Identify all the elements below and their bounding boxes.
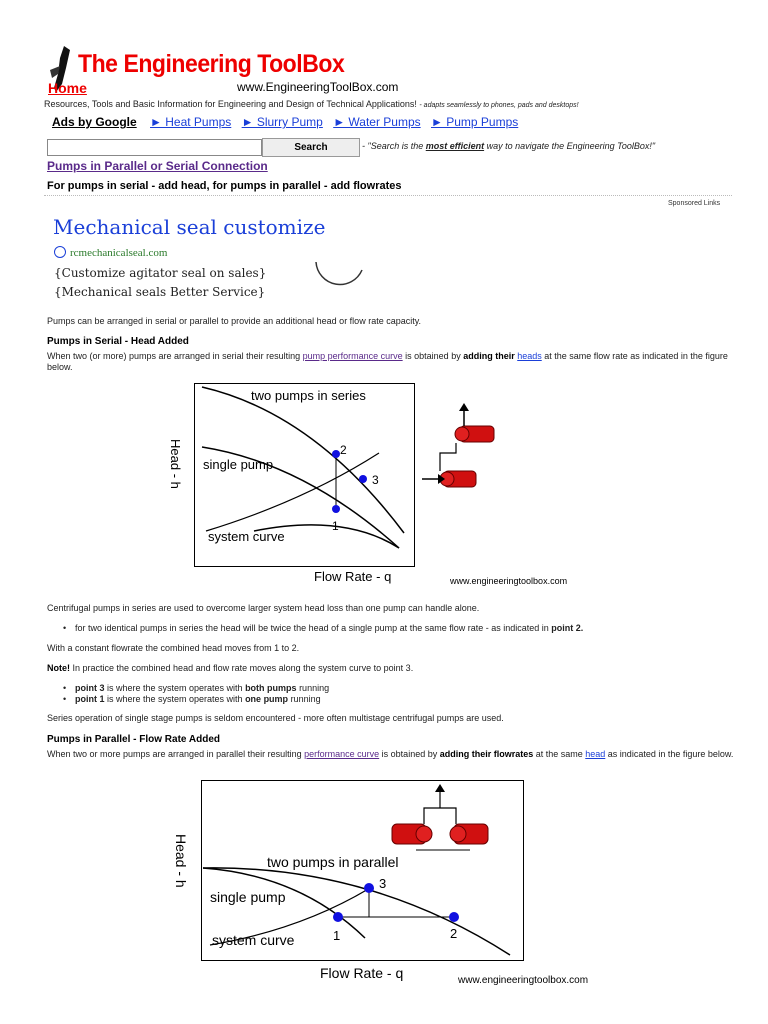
divider <box>44 195 732 196</box>
page-title-link[interactable]: Pumps in Parallel or Serial Connection <box>47 159 268 173</box>
performance-curve-link[interactable]: performance curve <box>304 749 380 759</box>
text: as indicated in the figure below. <box>605 749 734 759</box>
watermark: www.engineeringtoolbox.com <box>458 975 589 986</box>
text: at the same flow rate as indicated in the figure below. <box>47 351 728 372</box>
search-note-suffix: way to navigate the Engineering ToolBox!" <box>484 141 656 151</box>
parallel-pumps-figure <box>170 780 610 990</box>
search-input[interactable] <box>47 139 262 156</box>
ad-line-1: {Customize agitator seal on sales} <box>54 266 267 280</box>
text: for two identical pumps in series the head will be twice the head of a single pump at the same flow rate - as indicated in <box>75 623 552 633</box>
ad-link-slurry-pump[interactable]: ► Slurry Pump <box>241 115 323 129</box>
text-bold: point 2. <box>551 623 584 633</box>
serial-paragraph-3: With a constant flowrate the combined head moves from 1 to 2. <box>47 643 300 653</box>
serial-bullet-1 <box>75 623 583 633</box>
ad-line-2: {Mechanical seals Better Service} <box>54 285 266 299</box>
pump-icon-left <box>392 824 432 844</box>
point-1-label: 1 <box>333 928 341 943</box>
text: When two or more pumps are arranged in parallel their resulting <box>47 749 305 759</box>
point-2-label: 2 <box>340 443 347 457</box>
text: is obtained by <box>379 749 440 759</box>
logo-url: www.EngineeringToolBox.com <box>237 80 399 94</box>
text-bold: one pump <box>245 694 289 704</box>
ads-by-google-link[interactable]: Ads by Google <box>52 115 137 129</box>
pump-icon-lower <box>422 443 476 487</box>
text-bold: adding their <box>463 351 515 361</box>
page-subtitle: For pumps in serial - add head, for pumps in parallel - add flowrates <box>47 180 402 192</box>
curve-label-single: single pump <box>203 457 274 472</box>
ad-link-heat-pumps[interactable]: ► Heat Pumps <box>150 115 232 129</box>
text-bold: point 1 <box>75 694 105 704</box>
pump-icon-right <box>450 824 488 844</box>
ad-spinner-icon <box>312 256 368 292</box>
search-note-emphasis: most efficient <box>425 141 485 151</box>
note-label: Note! <box>47 663 70 673</box>
text: at the same <box>533 749 586 759</box>
y-axis-label: Head - h <box>173 834 189 888</box>
point-3-label: 3 <box>372 473 379 487</box>
series-pumps-figure <box>168 383 594 588</box>
pump-performance-curve-link[interactable]: pump performance curve <box>302 351 403 361</box>
serial-bullet-2 <box>75 683 329 693</box>
ad-domain[interactable]: rcmechanicalseal.com <box>70 247 168 259</box>
serial-bullet-3 <box>75 694 321 704</box>
parallel-heading: Pumps in Parallel - Flow Rate Added <box>47 734 220 745</box>
serial-paragraph-2: Centrifugal pumps in series are used to overcome larger system head loss than one pump can handle alone. <box>47 603 480 613</box>
tagline-text: Resources, Tools and Basic Information for Engineering and Design of Technical Applications! <box>44 99 417 109</box>
pump-icon-upper <box>455 403 494 442</box>
text: In practice the combined head and flow rate moves along the system curve to point 3. <box>70 663 414 673</box>
ad-title-link[interactable]: Mechanical seal customize <box>53 215 326 239</box>
parallel-paragraph-1 <box>47 749 737 760</box>
ads-bar <box>52 115 525 129</box>
watermark: www.engineeringtoolbox.com <box>450 576 568 586</box>
text: running <box>296 683 330 693</box>
ad-link-pump-pumps[interactable]: ► Pump Pumps <box>431 115 519 129</box>
head-link[interactable]: head <box>585 749 606 759</box>
text: is where the system operates with <box>104 694 246 704</box>
curve-label-single: single pump <box>210 889 286 905</box>
search-note <box>362 141 655 151</box>
sponsored-links-label: Sponsored Links <box>668 200 721 207</box>
curve-label-system: system curve <box>212 932 295 948</box>
tagline <box>44 99 579 109</box>
text: is where the system operates with <box>104 683 246 693</box>
curve-label-two-parallel: two pumps in parallel <box>267 854 399 870</box>
text: is obtained by <box>402 351 464 361</box>
tagline-note: - adapts seamlessly to phones, pads and desktops! <box>419 102 579 109</box>
point-3-label: 3 <box>379 876 387 891</box>
point-1-label: 1 <box>332 519 339 533</box>
curve-label-system: system curve <box>208 529 285 544</box>
note-paragraph <box>47 663 737 674</box>
globe-icon <box>54 246 66 258</box>
search-note-prefix: - "Search is the <box>362 141 426 151</box>
x-axis-label: Flow Rate - q <box>314 569 392 584</box>
intro-text: Pumps can be arranged in serial or parallel to provide an additional head or flow rate capacity. <box>47 316 422 326</box>
text-bold: both pumps <box>245 683 297 693</box>
heads-link[interactable]: heads <box>517 351 542 361</box>
ad-link-water-pumps[interactable]: ► Water Pumps <box>333 115 421 129</box>
logo-title: The Engineering ToolBox <box>78 50 345 78</box>
x-axis-label: Flow Rate - q <box>320 965 404 981</box>
y-axis-label: Head - h <box>168 439 183 489</box>
text-bold: adding their flowrates <box>439 749 534 759</box>
text-bold: point 3 <box>75 683 105 693</box>
serial-paragraph-4: Series operation of single stage pumps is seldom encountered - more often multistage centrifugal pumps are used. <box>47 713 504 723</box>
serial-paragraph-1 <box>47 351 737 373</box>
curve-label-two-series: two pumps in series <box>251 388 366 403</box>
point-2-label: 2 <box>450 926 458 941</box>
discharge-pipe <box>424 808 456 824</box>
text: running <box>288 694 321 704</box>
serial-heading: Pumps in Serial - Head Added <box>47 336 189 347</box>
arrow-up-icon <box>435 784 445 792</box>
text: When two (or more) pumps are arranged in serial their resulting <box>47 351 303 361</box>
home-link[interactable]: Home <box>48 80 87 96</box>
search-button[interactable]: Search <box>262 138 360 157</box>
